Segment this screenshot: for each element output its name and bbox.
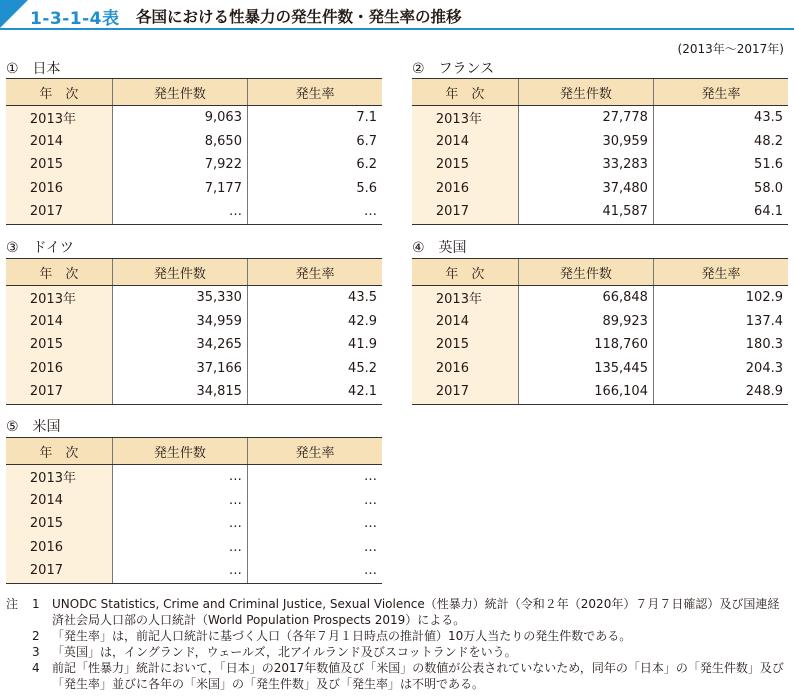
table-row [6, 380, 382, 404]
table-row [412, 380, 788, 404]
note-item [6, 628, 790, 644]
table-row [6, 333, 382, 357]
count-cell: 41,587 [518, 200, 653, 224]
note-text: UNODC Statistics, Crime and Criminal Justice, Sexual Violence（性暴力）統計（令和２年（2020年）７月７日確認）及び国連経済社会局人口部の人口統計（World Population Prospects 2019）による。 [52, 597, 780, 627]
table-title: 各国における性暴力の発生件数・発生率の推移 [136, 8, 462, 26]
year-cell: 2014 [29, 492, 63, 508]
year-cell: 2013年 [435, 112, 482, 128]
rate-cell: 43.5 [247, 286, 382, 310]
note-number: 2 [32, 629, 40, 643]
year-cell: 2017 [29, 384, 63, 400]
table-row [6, 153, 382, 177]
column-header-year: 年 次 [412, 259, 518, 286]
rate-cell: 64.1 [653, 200, 788, 224]
note-number: 3 [32, 645, 40, 659]
notes-label: 注 [6, 597, 19, 611]
count-cell: 166,104 [518, 380, 653, 404]
section-title-usa: ⑤ 米国 [6, 419, 61, 435]
table-row [6, 357, 382, 381]
table-row [412, 200, 788, 224]
table-header-row [412, 259, 788, 286]
notes [6, 596, 790, 692]
year-cell: 2016 [29, 180, 63, 196]
count-cell: 34,815 [112, 380, 247, 404]
note-text: 前記「性暴力」統計において，「日本」の2017年数値及び「米国」の数値が公表されていないため，同年の「日本」の「発生件数」及び「発生率」並びに各年の「米国」の「発生件数」及び「発生率」は不明である。 [52, 661, 784, 691]
count-cell: 35,330 [112, 286, 247, 310]
rate-cell: … [247, 200, 382, 224]
count-cell: … [112, 200, 247, 224]
rate-cell: 42.9 [247, 310, 382, 334]
count-cell: 135,445 [518, 357, 653, 381]
count-cell: 34,265 [112, 333, 247, 357]
header-triangle-mark [0, 0, 28, 28]
rate-cell: 43.5 [653, 106, 788, 130]
rate-cell: 48.2 [653, 130, 788, 154]
rate-cell: 6.2 [247, 153, 382, 177]
rate-cell: 248.9 [653, 380, 788, 404]
year-cell: 2015 [435, 337, 469, 353]
table-row [6, 200, 382, 224]
count-cell: … [112, 489, 247, 513]
table-row [6, 512, 382, 536]
year-cell: 2016 [29, 539, 63, 555]
note-number: 1 [32, 597, 40, 611]
table-row [412, 286, 788, 310]
table-row [412, 357, 788, 381]
table-row [412, 153, 788, 177]
column-header-year: 年 次 [412, 79, 518, 106]
column-header-rate: 発生率 [247, 79, 382, 106]
year-cell: 2014 [29, 313, 63, 329]
table-japan [6, 78, 382, 225]
table-row [412, 177, 788, 201]
section-title-uk: ④ 英国 [412, 240, 467, 256]
year-cell: 2013年 [29, 471, 76, 487]
rate-cell: 180.3 [653, 333, 788, 357]
year-cell: 2017 [435, 204, 469, 220]
rate-cell: 51.6 [653, 153, 788, 177]
year-cell: 2016 [435, 360, 469, 376]
rate-cell: 102.9 [653, 286, 788, 310]
column-header-rate: 発生率 [653, 259, 788, 286]
table-header-row [412, 79, 788, 106]
count-cell: 27,778 [518, 106, 653, 130]
column-header-count: 発生件数 [112, 259, 247, 286]
year-cell: 2015 [29, 337, 63, 353]
table-row [412, 106, 788, 130]
count-cell: 7,177 [112, 177, 247, 201]
rate-cell: … [247, 465, 382, 489]
table-row [6, 286, 382, 310]
rate-cell: … [247, 489, 382, 513]
rate-cell: 41.9 [247, 333, 382, 357]
count-cell: 118,760 [518, 333, 653, 357]
column-header-rate: 発生率 [247, 259, 382, 286]
table-row [6, 536, 382, 560]
table-row [6, 310, 382, 334]
year-cell: 2014 [435, 133, 469, 149]
count-cell: … [112, 559, 247, 583]
year-cell: 2014 [435, 313, 469, 329]
rate-cell: … [247, 512, 382, 536]
table-row [6, 106, 382, 130]
count-cell: 7,922 [112, 153, 247, 177]
year-cell: 2016 [29, 360, 63, 376]
section-title-japan: ① 日本 [6, 61, 61, 77]
year-cell: 2013年 [435, 292, 482, 308]
table-header [0, 0, 794, 30]
year-cell: 2015 [435, 157, 469, 173]
period-label: (2013年～2017年) [677, 42, 784, 56]
count-cell: 8,650 [112, 130, 247, 154]
year-cell: 2015 [29, 157, 63, 173]
year-cell: 2016 [435, 180, 469, 196]
column-header-rate: 発生率 [653, 79, 788, 106]
note-text: 「英国」は，イングランド，ウェールズ，北アイルランド及びスコットランドをいう。 [52, 645, 517, 659]
note-item [6, 660, 790, 692]
column-header-year: 年 次 [6, 79, 112, 106]
note-text: 「発生率」は，前記人口統計に基づく人口（各年７月１日時点の推計値）10万人当たりの発生件数である。 [52, 629, 632, 643]
section-title-france: ② フランス [412, 61, 495, 77]
count-cell: 33,283 [518, 153, 653, 177]
column-header-year: 年 次 [6, 438, 112, 465]
rate-cell: 45.2 [247, 357, 382, 381]
table-usa [6, 437, 382, 584]
year-cell: 2017 [435, 384, 469, 400]
rate-cell: … [247, 559, 382, 583]
column-header-year: 年 次 [6, 259, 112, 286]
count-cell: … [112, 536, 247, 560]
column-header-rate: 発生率 [247, 438, 382, 465]
table-row [412, 333, 788, 357]
rate-cell: 5.6 [247, 177, 382, 201]
count-cell: 30,959 [518, 130, 653, 154]
count-cell: 66,848 [518, 286, 653, 310]
table-row [6, 130, 382, 154]
table-germany [6, 258, 382, 405]
count-cell: 37,166 [112, 357, 247, 381]
table-row [6, 177, 382, 201]
year-cell: 2015 [29, 516, 63, 532]
column-header-count: 発生件数 [112, 438, 247, 465]
count-cell: 9,063 [112, 106, 247, 130]
rate-cell: 58.0 [653, 177, 788, 201]
year-cell: 2017 [29, 204, 63, 220]
table-header-row [6, 438, 382, 465]
year-cell: 2013年 [29, 112, 76, 128]
table-number: 1-3-1-4表 [30, 9, 120, 29]
count-cell: 37,480 [518, 177, 653, 201]
year-cell: 2013年 [29, 292, 76, 308]
table-header-row [6, 259, 382, 286]
count-cell: … [112, 465, 247, 489]
note-item [6, 644, 790, 660]
year-cell: 2014 [29, 133, 63, 149]
column-header-count: 発生件数 [112, 79, 247, 106]
table-uk [412, 258, 788, 405]
count-cell: 34,959 [112, 310, 247, 334]
count-cell: 89,923 [518, 310, 653, 334]
section-title-germany: ③ ドイツ [6, 240, 74, 256]
note-item [6, 596, 790, 628]
rate-cell: 204.3 [653, 357, 788, 381]
column-header-count: 発生件数 [518, 79, 653, 106]
note-number: 4 [32, 661, 40, 675]
table-row [6, 489, 382, 513]
column-header-count: 発生件数 [518, 259, 653, 286]
table-row [412, 130, 788, 154]
rate-cell: 42.1 [247, 380, 382, 404]
rate-cell: 137.4 [653, 310, 788, 334]
table-row [6, 465, 382, 489]
rate-cell: 7.1 [247, 106, 382, 130]
table-france [412, 78, 788, 225]
table-row [6, 559, 382, 583]
table-row [412, 310, 788, 334]
count-cell: … [112, 512, 247, 536]
rate-cell: 6.7 [247, 130, 382, 154]
rate-cell: … [247, 536, 382, 560]
table-header-row [6, 79, 382, 106]
year-cell: 2017 [29, 563, 63, 579]
